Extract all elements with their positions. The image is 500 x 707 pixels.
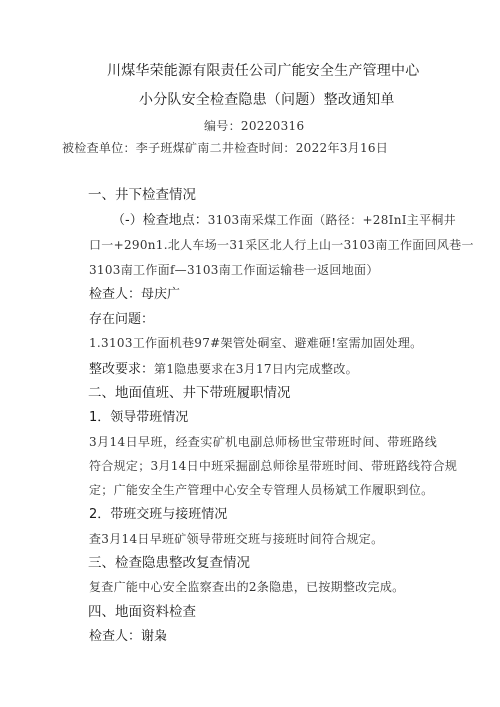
section1-inspector: 检查人：母庆广 <box>89 287 181 302</box>
leader-duty-text-line3: 定；广能安全生产管理中心安全专管理人员杨斌工作履职到位。 <box>89 483 434 497</box>
inspection-location-line3: 3103南工作面f—3103南工作面运输巷一返回地面） <box>89 263 379 277</box>
shift-handover-text: 查3月14日早班矿领导带班交班与接班时间符合规定。 <box>89 532 384 546</box>
leader-duty-text-line2: 符合规定；3月14日中班采掘副总师徐星带班时间、带班路线符合规 <box>89 459 458 473</box>
requirement-text: 第1隐患要求在3月17日内完成整改。 <box>154 362 358 376</box>
leader-duty-text-line1: 3月14日早班，经查实矿机电副总师杨世宝带班时间、带班路线 <box>89 435 437 449</box>
leader-duty-heading: 1．领导带班情况 <box>89 410 189 425</box>
shift-handover-heading: 2．带班交班与接班情况 <box>89 507 228 522</box>
rectification-requirement <box>89 360 358 379</box>
title-notice: 小分队安全检查隐患（问题）整改通知单 <box>139 92 395 108</box>
title-company: 川煤华荣能源有限责任公司广能安全生产管理中心 <box>107 63 420 79</box>
inspection-location-text: 3103南采煤工作面（路径：+28InI主平桐井 <box>207 213 456 227</box>
section4-inspector: 检查人：谢枭 <box>89 629 168 644</box>
section4-heading: 四、地面资料检查 <box>88 604 196 620</box>
inspection-location-line1 <box>112 211 456 230</box>
issue-item-1: 1.3103工作面机巷97#架管处硐室、避难砸!室需加固处理。 <box>89 336 423 350</box>
recheck-text: 复查广能中心安全监察查出的2条隐患，已按期整改完成。 <box>89 580 405 594</box>
inspection-location-line2: 口一+290n1.北人车场一31采区北人行上山一3103南工作面回风巷一 <box>89 238 474 252</box>
section3-heading: 三、检查隐患整改复查情况 <box>88 555 250 571</box>
issues-label: 存在问题： <box>89 312 155 327</box>
requirement-label: 整改要求： <box>89 362 155 377</box>
section2-heading: 二、地面值班、井下带班履职情况 <box>88 385 291 401</box>
inspected-unit-and-time: 被检查单位：李子班煤矿南二井检查时间：2022年3月16日 <box>62 141 389 155</box>
document-number: 编号：20220316 <box>204 119 305 133</box>
section1-heading: 一、井下检查情况 <box>88 187 196 203</box>
inspection-location-label: （-）检查地点： <box>112 213 208 228</box>
